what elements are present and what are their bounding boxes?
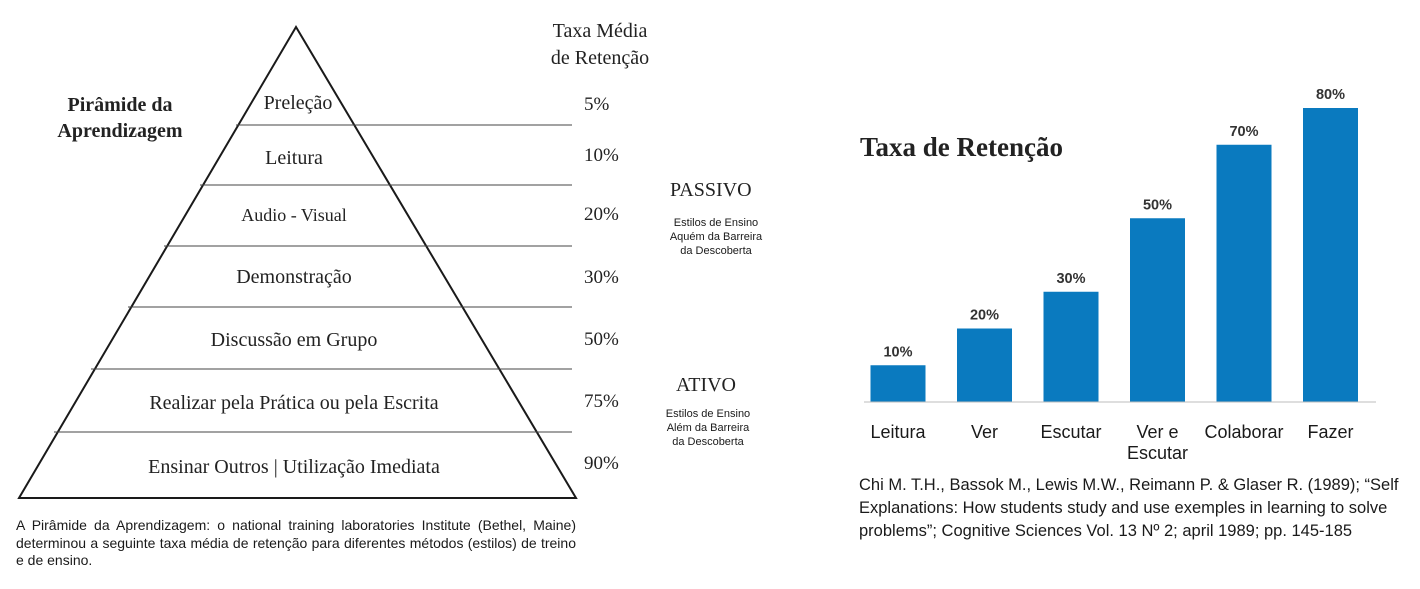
bar-ver-e-escutar	[1130, 218, 1185, 402]
active-desc-line: Além da Barreira	[666, 422, 750, 434]
category-label: Fazer	[1307, 422, 1354, 442]
passive-desc-line: da Descoberta	[680, 245, 752, 257]
active-desc-line: da Descoberta	[672, 436, 744, 448]
retention-rate: 20%	[584, 204, 619, 225]
pyramid-caption: A Pirâmide da Aprendizagem: o national training laboratories Institute (Bethel, Maine) determinou a seguinte taxa média de retenção para diferentes métodos (estilos) de treino e de ensino.	[16, 517, 576, 568]
bar-leitura	[871, 365, 926, 402]
level-label: Leitura	[265, 147, 323, 169]
retention-header-line1: Taxa Média	[552, 20, 648, 42]
category-label: Escutar	[1040, 422, 1102, 442]
bar-value-label: 70%	[1229, 123, 1259, 140]
bar-value-label: 80%	[1315, 87, 1346, 103]
retention-rate: 50%	[584, 329, 619, 350]
level-label: Audio - Visual	[241, 205, 347, 225]
pyramid-title-line1: Pirâmide da	[67, 94, 173, 116]
retention-rate: 10%	[584, 145, 619, 166]
active-desc-line: Estilos de Ensino	[665, 408, 751, 420]
bar-value-label: 10%	[883, 344, 913, 361]
bar-value-label: 50%	[1142, 197, 1173, 214]
level-label: Discussão em Grupo	[210, 329, 378, 351]
bar-value-label: 30%	[1056, 270, 1086, 287]
category-label: Colaborar	[1204, 422, 1284, 442]
level-label: Ensinar Outros | Utilização Imediata	[148, 456, 440, 478]
chart-title: Taxa de Retenção	[860, 132, 1063, 162]
bar-value-label: 20%	[969, 307, 1000, 324]
passive-desc-line: Aquém da Barreira	[669, 231, 763, 243]
retention-header-line2: de Retenção	[550, 47, 650, 69]
category-label: Ver	[970, 422, 999, 442]
retention-rate: 5%	[584, 94, 610, 115]
passive-label: PASSIVO	[670, 179, 752, 201]
passive-desc-line: Estilos de Ensino	[673, 217, 759, 229]
citation-text: Chi M. T.H., Bassok M., Lewis M.W., Reimann P. & Glaser R. (1989); “Self Explanations: How students study and use exemples in learning to solve problems”; Cognitive Sciences Vol. 13 Nº 2; april 1989; pp. 145-185	[859, 476, 1399, 540]
retention-rate: 90%	[584, 453, 619, 474]
active-label: ATIVO	[676, 374, 736, 396]
level-label: Preleção	[263, 92, 333, 114]
category-label: Leitura	[870, 422, 926, 442]
retention-rate: 30%	[584, 267, 619, 288]
level-label: Demonstração	[236, 266, 352, 288]
bar-ver	[957, 329, 1012, 403]
retention-rate: 75%	[584, 391, 619, 412]
category-label: Ver e	[1136, 422, 1179, 442]
category-label: Escutar	[1126, 443, 1189, 463]
bar-colaborar	[1217, 145, 1272, 402]
level-label: Realizar pela Prática ou pela Escrita	[149, 392, 439, 414]
bar-fazer	[1303, 108, 1358, 402]
pyramid-title-line2: Aprendizagem	[57, 120, 183, 142]
bar-escutar	[1044, 292, 1099, 402]
